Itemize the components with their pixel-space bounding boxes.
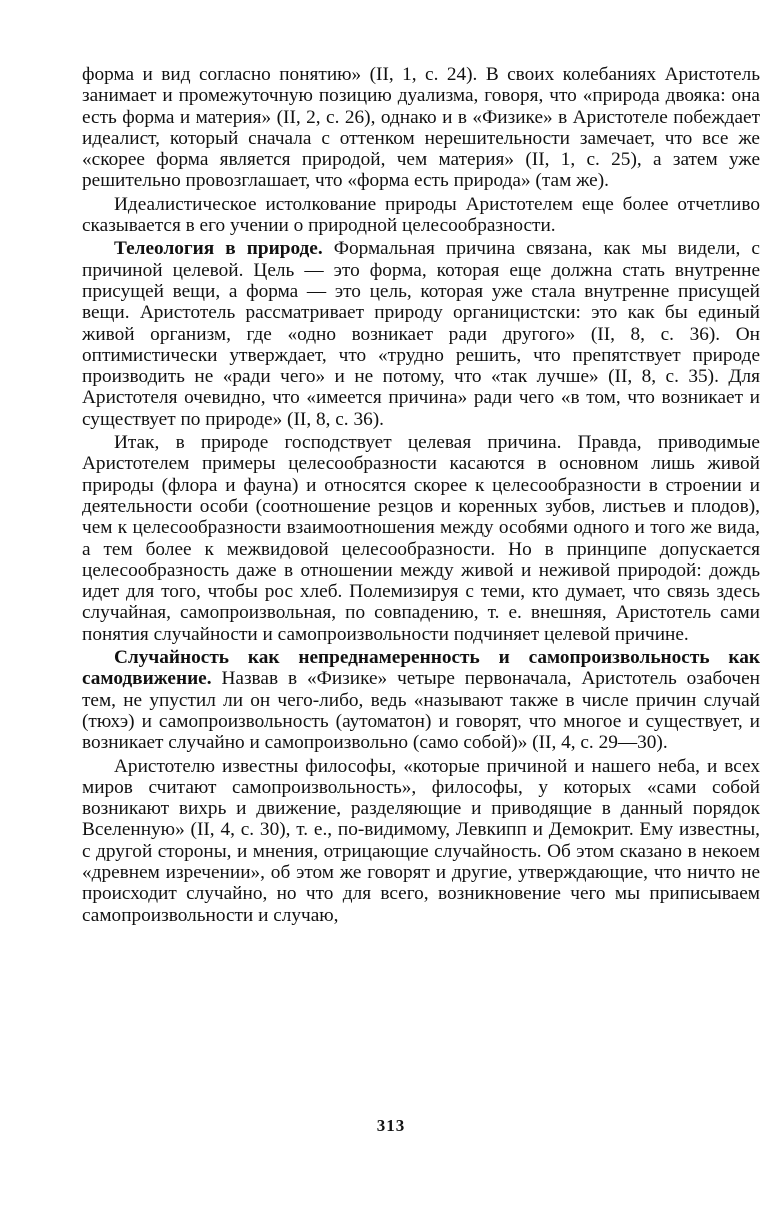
- paragraph: [82, 238, 760, 430]
- paragraph: [82, 194, 760, 237]
- section-heading: Телеология в природе.: [114, 238, 323, 260]
- paragraph-text: форма и вид согласно понятию» (II, 1, с. 24). В своих колебаниях Аристотель занимает и промежуточную позицию дуализма, говоря, что «природа двояка: она есть форма и материя» (II, 2, с. 26), однако и в «Физике» в Аристотеле побеждает идеалист, который сначала с оттенком нерешительности замечает, что все же «скорее форма является природой, чем материя» (II, 1, с. 25), а затем уже решительно провозглашает, что «форма есть природа» (там же).: [82, 64, 760, 192]
- paragraph: [82, 756, 760, 926]
- paragraph-text: Идеалистическое истолкование природы Аристотелем еще более отчетливо сказывается в его учении о природной целесообразности.: [82, 193, 760, 237]
- paragraph-text: Назвав в «Физике» четыре первоначала, Аристотель озабочен тем, не упустил ли он чего-либо, ведь «называют также в числе причин случай (тюхэ) и самопроизвольность (аутоматон) и говорят, что многое и существует, и возникает случайно и самопроизвольно (само собой)» (II, 4, с. 29—30).: [82, 668, 760, 754]
- section-heading: Случайность как непреднамеренность и самопроизвольность как самодвижение.: [82, 647, 760, 690]
- page-number: 313: [376, 1116, 406, 1135]
- body-text: [82, 64, 760, 926]
- paragraph: [82, 647, 760, 753]
- paragraph: [82, 64, 760, 192]
- paragraph-text: Аристотелю известны философы, «которые причиной и нашего неба, и всех миров считают самопроизвольность», философы, у которых «сами собой возникают вихрь и движение, разделяющие и приводящие в данный порядок Вселенную» (II, 4, с. 30), т. е., по-видимому, Левкипп и Демокрит. Ему известны, с другой стороны, и мнения, отрицающие случайность. Об этом сказано в некоем «древнем изречении», об этом же говорят и другие, утверждающие, что ничто не происходит случайно, но что для всего, возникновение чего мы приписываем самопроизвольности и случаю,: [82, 755, 760, 926]
- paragraph: [82, 432, 760, 645]
- paragraph-text: Итак, в природе господствует целевая причина. Правда, приводимые Аристотелем примеры целесообразности касаются в основном лишь живой природы (флора и фауна) и относятся скорее к целесообразности в строении и деятельности особи (соотношение резцов и коренных зубов, листьев и плодов), чем к целесообразности взаимоотношения между особями одного и того же вида, а тем более к межвидовой целесообразности. Но в принципе допускается целесообразность даже в отношении между живой и неживой природой: дождь идет для того, чтобы рос хлеб. Полемизируя с теми, кто думает, что связь здесь случайная, самопроизвольная, по совпадению, т. е. внешняя, Аристотель сами понятия случайности и самопроизвольности подчиняет целевой причине.: [82, 432, 760, 645]
- paragraph-text: Формальная причина связана, как мы видели, с причиной целевой. Цель — это форма, которая еще должна стать внутренне присущей вещи, а форма — это цель, которая уже стала внутренне присущей вещи. Аристотель рассматривает природу органицистски: это как бы единый живой организм, где «одно возникает ради другого» (II, 8, с. 36). Он оптимистически утверждает, что «трудно решить, что препятствует природе производить не «ради чего» и не потому, что «так лучше» (II, 8, с. 35). Для Аристотеля очевидно, что «имеется причина» ради чего «в том, что возникает и существует по природе» (II, 8, с. 36).: [82, 238, 760, 430]
